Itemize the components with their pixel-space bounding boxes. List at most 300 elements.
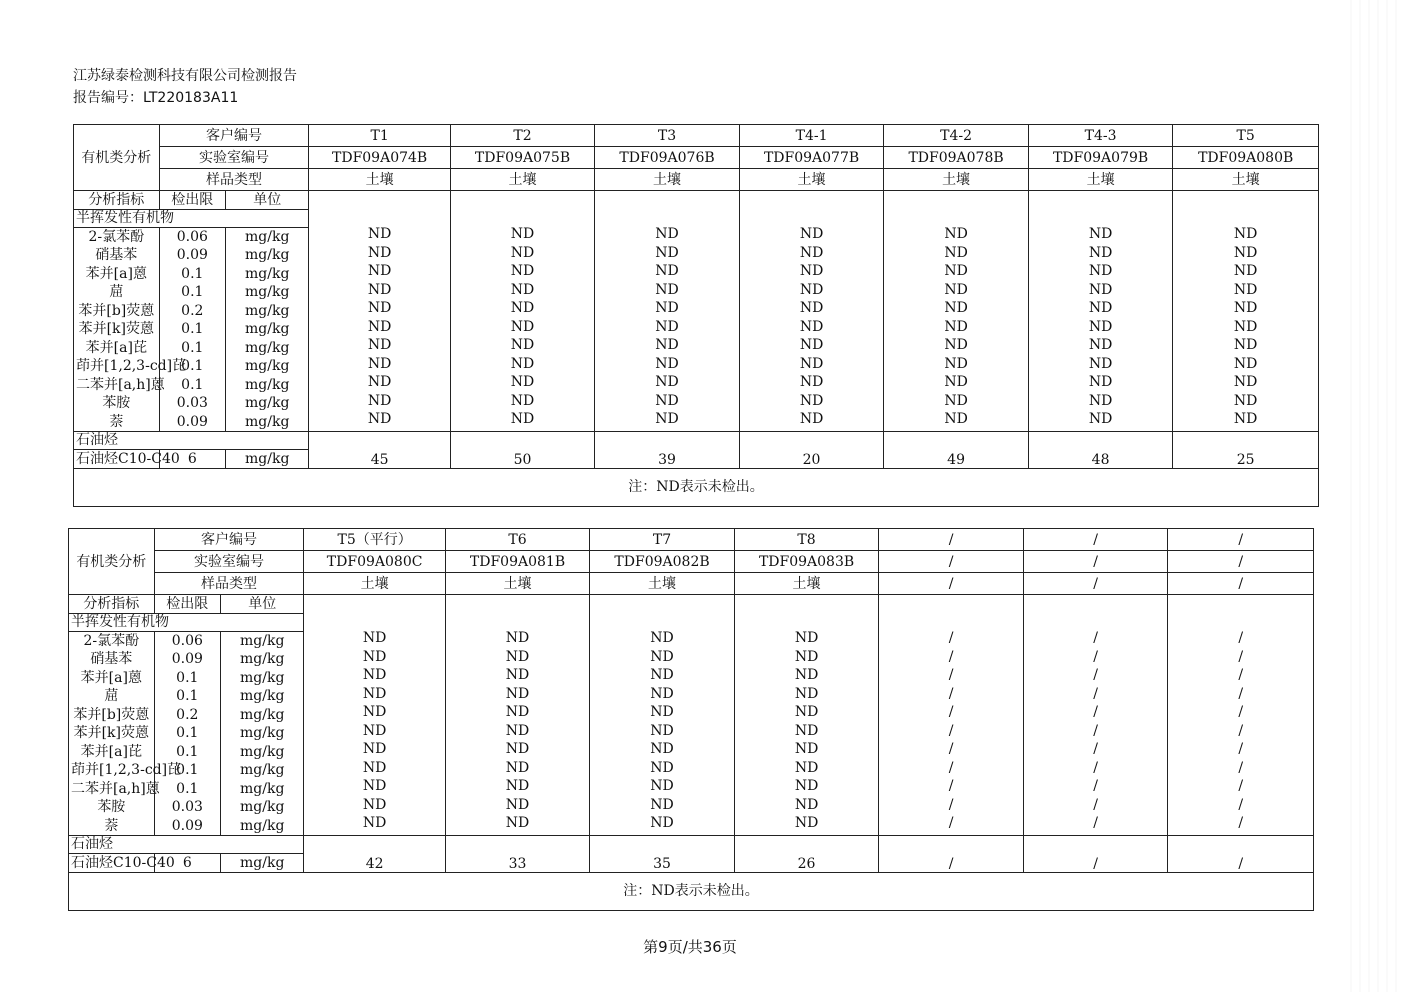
analyte-limit: 0.1 xyxy=(154,780,220,799)
analyte-limit: 0.2 xyxy=(154,706,220,725)
result-value: / xyxy=(1238,796,1244,813)
result-value: ND xyxy=(1088,300,1113,316)
client-no-cell: / xyxy=(879,529,1024,551)
result-value: ND xyxy=(1233,263,1258,279)
result-value: / xyxy=(948,722,954,739)
client-no-cell: T7 xyxy=(590,529,735,551)
analyte-unit: mg/kg xyxy=(220,798,303,817)
analyte-unit: mg/kg xyxy=(220,724,303,743)
sample-value-column xyxy=(445,595,590,836)
analysis-label: 有机类分析 xyxy=(74,125,160,191)
result-value: / xyxy=(948,648,954,665)
analyte-name: 苯并[a]芘 xyxy=(74,339,160,358)
result-value: ND xyxy=(510,244,535,261)
analyte-unit: mg/kg xyxy=(225,302,308,321)
analyte-unit: mg/kg xyxy=(225,357,308,376)
result-value: ND xyxy=(510,411,535,427)
sample-type-cell: 土壤 xyxy=(590,573,735,595)
result-value: / xyxy=(1238,667,1244,683)
result-value: ND xyxy=(362,722,387,739)
result-value: / xyxy=(1093,667,1098,683)
result-value: ND xyxy=(362,778,387,794)
sample-type-cell: 土壤 xyxy=(884,169,1029,191)
unit-label: 单位 xyxy=(220,595,303,614)
result-value: ND xyxy=(1088,337,1113,353)
result-value: ND xyxy=(650,741,674,757)
result-value: ND xyxy=(510,281,535,298)
sample-value-column xyxy=(450,191,595,432)
analyte-limit: 0.1 xyxy=(159,283,225,302)
analyte-limit: 0.09 xyxy=(154,817,220,836)
result-value: ND xyxy=(799,392,824,409)
tph-value: / xyxy=(1023,835,1168,872)
analyte-name: 苯并[a]芘 xyxy=(69,743,155,762)
analyte-name: 苯并[a]蒽 xyxy=(69,669,155,688)
result-value: ND xyxy=(367,392,392,409)
sample-type-cell: 土壤 xyxy=(595,169,740,191)
client-no-cell: T8 xyxy=(734,529,879,551)
result-value: ND xyxy=(367,374,392,390)
result-value: ND xyxy=(505,648,530,665)
analyte-name: 2-氯苯酚 xyxy=(69,632,155,651)
result-value: / xyxy=(1238,778,1244,794)
result-value: ND xyxy=(655,244,679,261)
detection-limit-label: 检出限 xyxy=(159,191,225,210)
analyte-limit: 0.03 xyxy=(159,394,225,413)
result-value: ND xyxy=(362,667,387,683)
analyte-name: 硝基苯 xyxy=(69,650,155,669)
result-value: ND xyxy=(944,318,968,335)
result-value: / xyxy=(1093,815,1098,831)
result-value: / xyxy=(1093,741,1098,757)
result-value: ND xyxy=(505,741,530,757)
result-value: ND xyxy=(655,411,679,427)
lab-no-cell: TDF09A075B xyxy=(450,147,595,169)
tph-name: 石油烃C10-C40 xyxy=(74,450,160,469)
analyte-unit: mg/kg xyxy=(220,780,303,799)
lab-no-label: 实验室编号 xyxy=(154,551,304,573)
lab-no-cell: TDF09A078B xyxy=(884,147,1029,169)
result-value: ND xyxy=(655,300,679,316)
result-value: / xyxy=(948,759,954,776)
analyte-name: 苯胺 xyxy=(69,798,155,817)
analyte-limit: 0.09 xyxy=(159,413,225,432)
analyte-limit: 0.09 xyxy=(154,650,220,669)
analyte-unit: mg/kg xyxy=(225,320,308,339)
analyte-limit: 0.1 xyxy=(154,669,220,688)
result-value: ND xyxy=(944,392,968,409)
sample-type-cell: / xyxy=(1023,573,1168,595)
result-value: ND xyxy=(510,392,535,409)
analyte-limit: 0.2 xyxy=(159,302,225,321)
tph-value: 42 xyxy=(304,835,445,872)
result-value: ND xyxy=(367,281,392,298)
analyte-limit: 0.06 xyxy=(159,228,225,247)
analyte-name: 二苯并[a,h]蒽 xyxy=(69,780,155,799)
result-value: ND xyxy=(362,648,387,665)
result-value: / xyxy=(948,778,954,794)
analyte-unit: mg/kg xyxy=(225,265,308,284)
result-value: / xyxy=(1093,704,1098,720)
tph-unit: mg/kg xyxy=(220,854,303,873)
result-value: ND xyxy=(505,815,530,831)
analyte-name: 苯并[k]荧蒽 xyxy=(74,320,160,339)
sample-type-cell: / xyxy=(879,573,1024,595)
group-svoc-label: 半挥发性有机物 xyxy=(69,613,304,632)
analyte-name: 苯并[b]荧蒽 xyxy=(69,706,155,725)
result-value: ND xyxy=(1233,318,1258,335)
result-value: ND xyxy=(367,226,392,242)
result-value: ND xyxy=(1088,355,1113,372)
client-no-cell: T4-2 xyxy=(884,125,1029,147)
report-table xyxy=(68,528,1314,911)
result-value: ND xyxy=(1233,300,1258,316)
sample-value-column xyxy=(734,595,879,836)
analyte-limit: 0.1 xyxy=(159,320,225,339)
result-value: ND xyxy=(799,411,824,427)
tph-limit: 6 xyxy=(154,854,220,873)
sample-value-column xyxy=(309,191,450,432)
result-value: ND xyxy=(794,722,819,739)
lab-no-cell: TDF09A079B xyxy=(1028,147,1173,169)
result-value: ND xyxy=(505,778,530,794)
result-value: ND xyxy=(367,300,392,316)
analyte-name: 苯并[b]荧蒽 xyxy=(74,302,160,321)
analysis-label: 有机类分析 xyxy=(69,529,155,595)
result-value: ND xyxy=(794,741,819,757)
result-value: ND xyxy=(799,355,824,372)
tph-value: 20 xyxy=(739,431,884,468)
results-table-2 xyxy=(68,528,1314,911)
results-table-1 xyxy=(73,124,1319,507)
lab-no-cell: / xyxy=(1168,551,1314,573)
analyte-unit: mg/kg xyxy=(225,283,308,302)
result-value: ND xyxy=(650,630,674,646)
tph-limit: 6 xyxy=(159,450,225,469)
tph-value: 48 xyxy=(1028,431,1173,468)
result-value: / xyxy=(1093,648,1098,665)
sample-value-column xyxy=(1028,191,1173,432)
result-value: ND xyxy=(794,685,819,702)
sample-type-cell: 土壤 xyxy=(1173,169,1319,191)
tph-name: 石油烃C10-C40 xyxy=(69,854,155,873)
result-value: ND xyxy=(650,778,674,794)
result-value: ND xyxy=(510,374,535,390)
result-value: / xyxy=(1093,796,1098,813)
analyte-name: 硝基苯 xyxy=(74,246,160,265)
result-value: ND xyxy=(367,337,392,353)
sample-value-column xyxy=(590,595,735,836)
analyte-unit: mg/kg xyxy=(225,413,308,432)
client-no-cell: / xyxy=(1023,529,1168,551)
result-value: ND xyxy=(650,667,674,683)
result-value: ND xyxy=(944,374,968,390)
analyte-limit: 0.1 xyxy=(159,376,225,395)
sample-type-label: 样品类型 xyxy=(159,169,309,191)
detection-limit-label: 检出限 xyxy=(154,595,220,614)
result-value: ND xyxy=(650,722,674,739)
result-value: ND xyxy=(362,630,387,646)
result-value: ND xyxy=(944,300,968,316)
client-no-label: 客户编号 xyxy=(159,125,309,147)
analyte-unit: mg/kg xyxy=(220,761,303,780)
analyte-name: 䓛 xyxy=(74,283,160,302)
result-value: ND xyxy=(1233,355,1258,372)
result-value: ND xyxy=(362,815,387,831)
analyte-name: 䓛 xyxy=(69,687,155,706)
result-value: ND xyxy=(794,667,819,683)
result-value: ND xyxy=(799,337,824,353)
result-value: / xyxy=(1238,815,1244,831)
sample-value-column xyxy=(304,595,445,836)
lab-no-cell: / xyxy=(879,551,1024,573)
report-number: 报告编号：LT220183A11 xyxy=(73,90,239,106)
result-value: ND xyxy=(510,226,535,242)
result-value: ND xyxy=(367,355,392,372)
group-svoc-label: 半挥发性有机物 xyxy=(74,209,309,228)
result-value: ND xyxy=(1233,337,1258,353)
result-value: ND xyxy=(510,300,535,316)
result-value: ND xyxy=(650,815,674,831)
result-value: ND xyxy=(1088,226,1113,242)
result-value: / xyxy=(948,815,954,831)
result-value: / xyxy=(1238,704,1244,720)
result-value: ND xyxy=(505,667,530,683)
sample-type-cell: 土壤 xyxy=(450,169,595,191)
analyte-name: 萘 xyxy=(69,817,155,836)
analyte-limit: 0.1 xyxy=(154,761,220,780)
sample-type-cell: / xyxy=(1168,573,1314,595)
analyte-unit: mg/kg xyxy=(225,246,308,265)
result-value: ND xyxy=(655,355,679,372)
result-value: ND xyxy=(799,318,824,335)
analyte-name: 苯胺 xyxy=(74,394,160,413)
result-value: ND xyxy=(510,263,535,279)
result-value: ND xyxy=(1233,411,1258,427)
sample-type-cell: 土壤 xyxy=(1028,169,1173,191)
client-no-cell: T1 xyxy=(309,125,450,147)
result-value: ND xyxy=(794,630,819,646)
unit-label: 单位 xyxy=(225,191,308,210)
result-value: ND xyxy=(799,300,824,316)
result-value: / xyxy=(1093,778,1098,794)
result-value: / xyxy=(1093,759,1098,776)
result-value: ND xyxy=(362,796,387,813)
report-table xyxy=(73,124,1319,507)
lab-no-cell: TDF09A076B xyxy=(595,147,740,169)
result-value: / xyxy=(1238,630,1244,646)
result-value: ND xyxy=(510,355,535,372)
analyte-unit: mg/kg xyxy=(225,339,308,358)
result-value: ND xyxy=(794,759,819,776)
result-value: ND xyxy=(505,759,530,776)
lab-no-cell: TDF09A081B xyxy=(445,551,590,573)
analyte-unit: mg/kg xyxy=(220,650,303,669)
result-value: ND xyxy=(650,796,674,813)
result-value: ND xyxy=(794,778,819,794)
result-value: ND xyxy=(799,226,824,242)
result-value: / xyxy=(948,685,954,702)
result-value: ND xyxy=(944,411,968,427)
result-value: ND xyxy=(1233,281,1258,298)
result-value: ND xyxy=(1088,411,1113,427)
result-value: ND xyxy=(362,741,387,757)
analyte-name: 苯并[k]荧蒽 xyxy=(69,724,155,743)
analyte-limit: 0.1 xyxy=(159,339,225,358)
analyte-unit: mg/kg xyxy=(220,706,303,725)
lab-no-cell: TDF09A077B xyxy=(739,147,884,169)
result-value: ND xyxy=(655,337,679,353)
result-value: / xyxy=(1093,685,1098,702)
result-value: ND xyxy=(944,281,968,298)
result-value: ND xyxy=(505,704,530,720)
result-value: ND xyxy=(1088,244,1113,261)
result-value: / xyxy=(1238,722,1244,739)
result-value: ND xyxy=(510,318,535,335)
tph-value: 25 xyxy=(1173,431,1319,468)
tph-value: 35 xyxy=(590,835,735,872)
result-value: ND xyxy=(1088,392,1113,409)
lab-no-cell: TDF09A074B xyxy=(309,147,450,169)
note-text: 注：ND表示未检出。 xyxy=(74,468,1319,506)
result-value: / xyxy=(1238,759,1244,776)
result-value: ND xyxy=(799,244,824,261)
indicator-label: 分析指标 xyxy=(74,191,160,210)
result-value: ND xyxy=(1233,226,1258,242)
sample-type-label: 样品类型 xyxy=(154,573,304,595)
tph-value: 33 xyxy=(445,835,590,872)
analyte-unit: mg/kg xyxy=(225,228,308,247)
result-value: / xyxy=(948,667,954,683)
analyte-name: 萘 xyxy=(74,413,160,432)
client-no-cell: / xyxy=(1168,529,1314,551)
result-value: ND xyxy=(1088,374,1113,390)
result-value: ND xyxy=(655,226,679,242)
tph-value: / xyxy=(879,835,1024,872)
analyte-name: 茚并[1,2,3-cd]芘 xyxy=(74,357,160,376)
lab-no-cell: TDF09A080B xyxy=(1173,147,1319,169)
result-value: / xyxy=(948,741,954,757)
sample-type-cell: 土壤 xyxy=(445,573,590,595)
result-value: ND xyxy=(1088,281,1113,298)
result-value: ND xyxy=(799,281,824,298)
client-no-cell: T6 xyxy=(445,529,590,551)
tph-value: 26 xyxy=(734,835,879,872)
client-no-cell: T4-1 xyxy=(739,125,884,147)
result-value: ND xyxy=(794,704,819,720)
sample-value-column xyxy=(1173,191,1319,432)
analyte-limit: 0.1 xyxy=(159,265,225,284)
tph-value: 45 xyxy=(309,431,450,468)
analyte-limit: 0.1 xyxy=(154,687,220,706)
result-value: ND xyxy=(655,263,679,279)
result-value: ND xyxy=(650,759,674,776)
lab-no-cell: / xyxy=(1023,551,1168,573)
lab-no-label: 实验室编号 xyxy=(159,147,309,169)
result-value: ND xyxy=(650,648,674,665)
result-value: ND xyxy=(794,648,819,665)
result-value: ND xyxy=(362,685,387,702)
sample-value-column xyxy=(739,191,884,432)
result-value: ND xyxy=(944,226,968,242)
tph-value: 39 xyxy=(595,431,740,468)
client-no-cell: T4-3 xyxy=(1028,125,1173,147)
analyte-unit: mg/kg xyxy=(225,394,308,413)
sample-type-cell: 土壤 xyxy=(304,573,445,595)
client-no-cell: T3 xyxy=(595,125,740,147)
sample-type-cell: 土壤 xyxy=(734,573,879,595)
result-value: ND xyxy=(505,630,530,646)
result-value: ND xyxy=(650,685,674,702)
lab-no-cell: TDF09A080C xyxy=(304,551,445,573)
sample-value-column xyxy=(884,191,1029,432)
result-value: ND xyxy=(655,392,679,409)
client-no-cell: T5 xyxy=(1173,125,1319,147)
analyte-unit: mg/kg xyxy=(220,687,303,706)
result-value: ND xyxy=(1088,263,1113,279)
analyte-unit: mg/kg xyxy=(220,817,303,836)
result-value: / xyxy=(948,704,954,720)
analyte-name: 苯并[a]蒽 xyxy=(74,265,160,284)
page-number: 第9页/共36页 xyxy=(643,938,737,956)
result-value: ND xyxy=(650,704,674,720)
analyte-unit: mg/kg xyxy=(220,669,303,688)
result-value: ND xyxy=(1233,392,1258,409)
result-value: ND xyxy=(944,244,968,261)
client-no-cell: T5（平行） xyxy=(304,529,445,551)
sample-value-column xyxy=(1168,595,1314,836)
indicator-label: 分析指标 xyxy=(69,595,155,614)
result-value: / xyxy=(1238,685,1244,702)
analyte-name: 茚并[1,2,3-cd]芘 xyxy=(69,761,155,780)
result-value: / xyxy=(1093,630,1098,646)
result-value: ND xyxy=(794,796,819,813)
result-value: ND xyxy=(794,815,819,831)
result-value: ND xyxy=(799,263,824,279)
analyte-unit: mg/kg xyxy=(220,743,303,762)
lab-no-cell: TDF09A082B xyxy=(590,551,735,573)
analyte-limit: 0.1 xyxy=(154,724,220,743)
sample-value-column xyxy=(1023,595,1168,836)
analyte-limit: 0.1 xyxy=(154,743,220,762)
result-value: ND xyxy=(944,337,968,353)
result-value: ND xyxy=(367,411,392,427)
result-value: ND xyxy=(655,281,679,298)
analyte-unit: mg/kg xyxy=(220,632,303,651)
result-value: ND xyxy=(505,796,530,813)
result-value: ND xyxy=(362,704,387,720)
result-value: ND xyxy=(1233,244,1258,261)
result-value: ND xyxy=(362,759,387,776)
client-no-cell: T2 xyxy=(450,125,595,147)
analyte-limit: 0.03 xyxy=(154,798,220,817)
sample-value-column xyxy=(595,191,740,432)
result-value: ND xyxy=(510,337,535,353)
company-title: 江苏绿泰检测科技有限公司检测报告 xyxy=(73,68,297,84)
result-value: / xyxy=(948,630,954,646)
group-tph-label: 石油烃 xyxy=(74,431,309,450)
result-value: ND xyxy=(1233,374,1258,390)
result-value: ND xyxy=(1088,318,1113,335)
result-value: / xyxy=(1238,648,1244,665)
client-no-label: 客户编号 xyxy=(154,529,304,551)
result-value: ND xyxy=(944,263,968,279)
result-value: ND xyxy=(655,318,679,335)
note-text: 注：ND表示未检出。 xyxy=(69,872,1314,910)
tph-value: 50 xyxy=(450,431,595,468)
result-value: ND xyxy=(944,355,968,372)
result-value: ND xyxy=(799,374,824,390)
